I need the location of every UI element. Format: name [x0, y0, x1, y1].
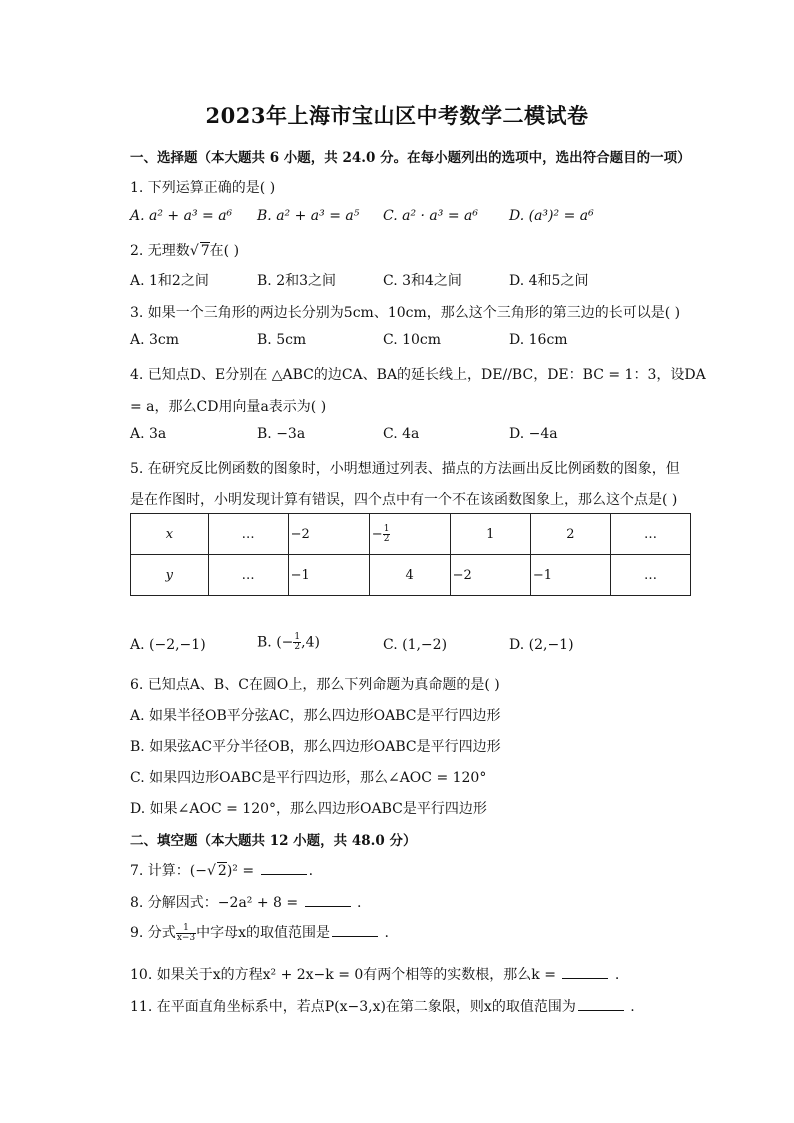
q3-option-a: A. 3cm [130, 332, 180, 348]
q7-end: . [308, 863, 314, 879]
answer-blank[interactable] [332, 923, 378, 937]
q1-option-a: A. a² + a³ = a⁶ [130, 208, 233, 224]
q6-option-c: C. 如果四边形OABC是平行四边形，那么∠AOC = 120° [130, 770, 487, 786]
sqrt-symbol: √ [189, 243, 199, 259]
q5-option-d: D. (2,−1) [509, 637, 574, 653]
table-cell: … [208, 555, 288, 596]
q1-option-c: C. a² · a³ = a⁶ [383, 208, 478, 224]
fraction-numerator: 1 [176, 924, 196, 934]
question-3-stem: 3. 如果一个三角形的两边长分别为5cm、10cm，那么这个三角形的第三边的长可以是( ) [130, 305, 681, 321]
q2-stem-pre: 2. 无理数 [130, 243, 190, 259]
question-5-stem-line1: 5. 在研究反比例函数的图象时，小明想通过列表、描点的方法画出反比例函数的图象，但 [130, 461, 680, 477]
q9-pre: 9. 分式 [130, 925, 176, 941]
table-row-y [131, 555, 691, 596]
table-cell: y [131, 555, 209, 596]
q6-option-b: B. 如果弦AC平分半径OB，那么四边形OABC是平行四边形 [130, 739, 501, 755]
q1-option-d: D. (a³)² = a⁶ [509, 208, 594, 224]
table-cell: −1 [530, 555, 610, 596]
question-8 [130, 892, 361, 912]
question-9 [130, 922, 389, 943]
fraction-denominator: 2 [294, 642, 301, 652]
answer-blank[interactable] [562, 965, 608, 979]
q4-option-c: C. 4a [383, 426, 420, 442]
question-2-stem [130, 240, 239, 260]
q4-option-a: A. 3a [130, 426, 167, 442]
q10-pre: 10. 如果关于x的方程x² + 2x−k = 0有两个相等的实数根，那么k = [130, 967, 561, 983]
table-cell: 4 [369, 555, 450, 596]
q4-option-b: B. −3a [257, 426, 306, 442]
table-cell: 1 [450, 514, 530, 555]
fraction-numerator: 1 [383, 523, 390, 534]
page-title: 2023年上海市宝山区中考数学二模试卷 [205, 103, 589, 128]
q5-option-c: C. (1,−2) [383, 637, 448, 653]
q10-end: . [610, 967, 620, 983]
answer-blank[interactable] [305, 893, 351, 907]
frac-sign: − [371, 526, 383, 542]
question-5-stem-line2: 是在作图时，小明发现计算有错误，四个点中有一个不在该函数图象上，那么这个点是( ) [130, 492, 678, 508]
q5-option-b [257, 633, 320, 652]
question-1-stem: 1. 下列运算正确的是( ) [130, 180, 276, 196]
q6-option-a: A. 如果半径OB平分弦AC，那么四边形OABC是平行四边形 [130, 708, 501, 724]
table-cell: −1 [288, 555, 369, 596]
fraction-numerator: 1 [294, 632, 301, 642]
fraction [176, 924, 196, 943]
value-table [130, 513, 691, 596]
q2-option-a: A. 1和2之间 [130, 273, 209, 289]
answer-blank[interactable] [261, 861, 307, 875]
q11-end: . [625, 999, 635, 1015]
question-4-stem-line2: = a，那么CD用向量a表示为( ) [130, 399, 327, 415]
q9-post: 中字母x的取值范围是 [196, 925, 331, 941]
question-10 [130, 964, 619, 984]
fraction [293, 633, 301, 652]
section-heading-fill: 二、填空题（本大题共 12 小题，共 48.0 分） [130, 833, 417, 849]
q2-option-d: D. 4和5之间 [509, 273, 589, 289]
table-cell: … [611, 514, 691, 555]
q9-end: . [380, 925, 389, 941]
question-6-stem: 6. 已知点A、B、C在圆O上，那么下列命题为真命题的是( ) [130, 677, 500, 693]
q6-option-d: D. 如果∠AOC = 120°，那么四边形OABC是平行四边形 [130, 801, 487, 817]
table-cell: … [208, 514, 288, 555]
q5-option-a: A. (−2,−1) [130, 637, 206, 653]
table-row-x [131, 514, 691, 555]
table-cell: x [131, 514, 209, 555]
q3-option-b: B. 5cm [257, 332, 307, 348]
sqrt-symbol: √ [207, 863, 216, 879]
q11-pre: 11. 在平面直角坐标系中，若点P(x−3,x)在第二象限，则x的取值范围为 [130, 999, 576, 1015]
section-heading-choice: 一、选择题（本大题共 6 小题，共 24.0 分。在每小题列出的选项中，选出符合题目的一项） [130, 150, 691, 166]
q2-stem-post: 在( ) [209, 243, 240, 259]
table-cell: … [611, 555, 691, 596]
q8-pre: 8. 分解因式：−2a² + 8 = [130, 895, 303, 911]
question-7 [130, 860, 313, 880]
fraction [383, 525, 391, 544]
table-cell: −2 [450, 555, 530, 596]
q4-option-d: D. −4a [509, 426, 558, 442]
q7-radicand: 2 [217, 863, 227, 879]
answer-blank[interactable] [578, 997, 624, 1011]
q2-option-c: C. 3和4之间 [383, 273, 462, 289]
question-11 [130, 996, 635, 1016]
q2-radicand: 7 [200, 243, 210, 259]
fraction-denominator: x−3 [176, 932, 196, 943]
q5-option-b-pre: B. (− [257, 634, 294, 651]
q7-post: )² = [226, 863, 259, 879]
table-cell: 2 [530, 514, 610, 555]
q8-end: . [352, 895, 362, 911]
q3-option-c: C. 10cm [383, 332, 442, 348]
question-4-stem-line1: 4. 已知点D、E分别在 △ABC的边CA、BA的延长线上，DE//BC，DE：BC = 1：3，设DA [130, 367, 706, 383]
table-cell: −2 [288, 514, 369, 555]
q2-option-b: B. 2和3之间 [257, 273, 337, 289]
q5-option-b-post: ,4) [301, 634, 320, 651]
q7-pre: 7. 计算：(− [130, 863, 207, 879]
q3-option-d: D. 16cm [509, 332, 568, 348]
fraction-denominator: 2 [383, 533, 390, 544]
q1-option-b: B. a² + a³ = a⁵ [257, 208, 360, 224]
table-cell-fraction [369, 514, 450, 555]
